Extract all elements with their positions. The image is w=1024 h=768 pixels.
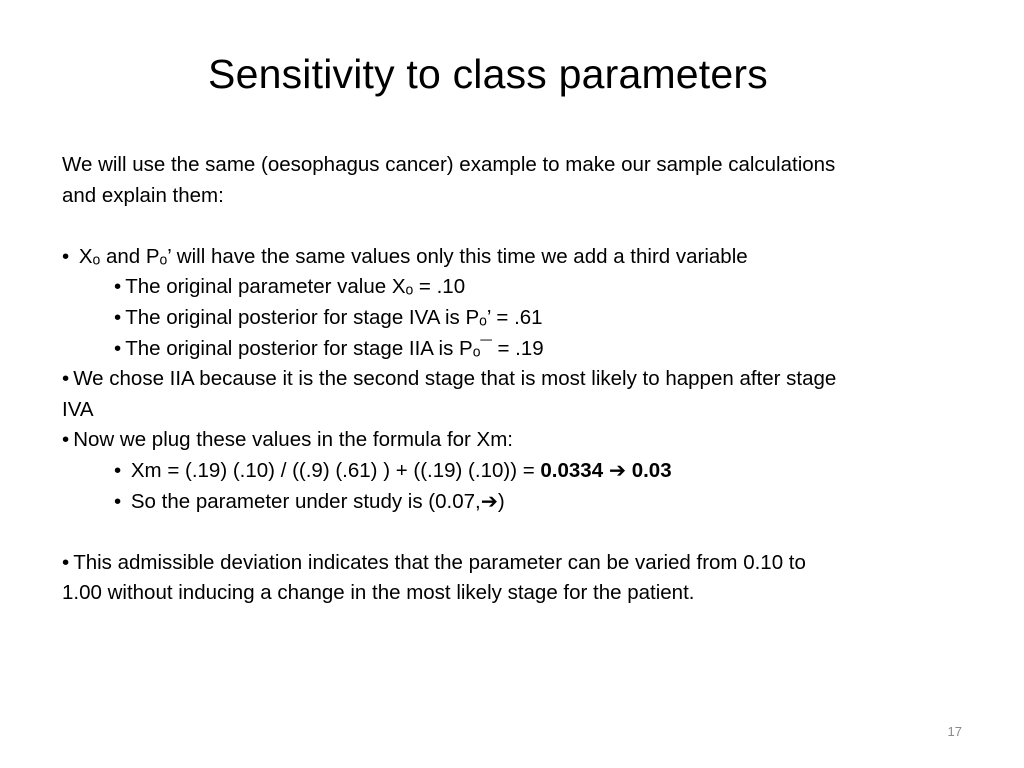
- sub-bullet-text: The original posterior for stage IVA is Pₒ’ = .61: [125, 305, 543, 329]
- bullet-item-4: [62, 548, 962, 579]
- parameter-range-line: [62, 487, 962, 518]
- bullet-icon: •: [62, 244, 70, 268]
- formula-text: Xm = (.19) (.10) / ((.9) (.61) ) + ((.19) (.10)) =: [125, 458, 541, 482]
- sub-bullet-item: [62, 334, 962, 365]
- bullet-icon: •: [114, 305, 122, 329]
- formula-result: 0.03: [631, 458, 672, 482]
- spacer: [62, 517, 962, 548]
- sub-bullet-item: [62, 272, 962, 303]
- bullet-icon: •: [114, 275, 122, 299]
- sub-bullet-text: The original posterior for stage IIA is Pₒ¯ = .19: [125, 336, 544, 360]
- intro-text-line-2: and explain them:: [62, 183, 224, 207]
- bullet-item-1: [62, 242, 962, 273]
- parameter-range-close: ): [497, 489, 505, 513]
- bullet-icon: •: [62, 428, 70, 452]
- bullet-icon: •: [114, 336, 122, 360]
- parameter-range-text: So the parameter under study is (0.07,: [125, 489, 481, 513]
- slide-title: Sensitivity to class parameters: [208, 51, 768, 97]
- bullet-item-2-continuation: IVA: [62, 397, 94, 421]
- arrow-right-icon: ➔: [480, 489, 498, 513]
- bullet-icon: •: [114, 489, 122, 513]
- bullet-text: We chose IIA because it is the second stage that is most likely to happen after stage: [73, 367, 837, 391]
- sub-bullet-text: The original parameter value Xₒ = .10: [125, 275, 466, 299]
- bullet-text: Now we plug these values in the formula for Xm:: [73, 428, 514, 452]
- bullet-icon: •: [62, 550, 70, 574]
- arrow-right-icon: ➔: [608, 458, 626, 482]
- bullet-text: Xₒ and Pₒ’ will have the same values only this time we add a third variable: [73, 244, 748, 268]
- bullet-item-4-continuation: 1.00 without inducing a change in the most likely stage for the patient.: [62, 581, 695, 605]
- bullet-item-2: [62, 364, 962, 395]
- slide-body: [62, 150, 962, 609]
- slide-number: 17: [947, 724, 962, 739]
- bullet-icon: •: [62, 367, 70, 391]
- bullet-item-3: [62, 425, 962, 456]
- spacer: [62, 211, 962, 242]
- intro-text-line-1: We will use the same (oesophagus cancer) example to make our sample calculations: [62, 153, 836, 176]
- formula-value: 0.0334: [540, 458, 604, 482]
- formula-line: [62, 456, 962, 487]
- sub-bullet-item: [62, 303, 962, 334]
- bullet-icon: •: [114, 458, 122, 482]
- bullet-text: This admissible deviation indicates that the parameter can be varied from 0.10 to: [73, 550, 806, 574]
